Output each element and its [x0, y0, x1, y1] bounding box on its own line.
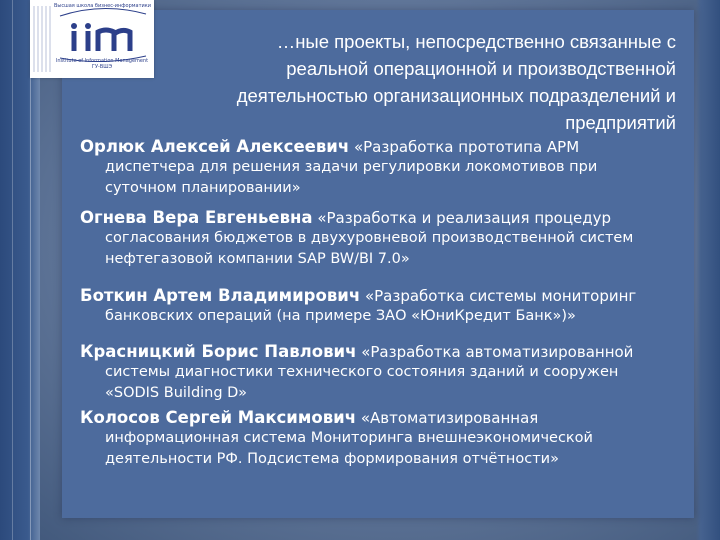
student-name: Колосов Сергей Максимович [80, 408, 357, 427]
student-name: Огнева Вера Евгеньевна [80, 208, 313, 227]
project-title-line: деятельности РФ. Подсистема формирования отчётности» [105, 451, 559, 467]
project-title-line: диспетчера для решения задачи регулировки локомотивов при [105, 159, 598, 175]
project-entry [80, 342, 720, 404]
project-title-start: «Разработка и реализация процедур [317, 209, 612, 227]
logo-bottom-text: Institute of Information Management [55, 58, 149, 64]
student-name: Боткин Артем Владимирович [80, 286, 361, 305]
left-decor-line [12, 0, 13, 540]
project-title-line: системы диагностики технического состояния зданий и сооружен [105, 364, 619, 380]
project-first-line [80, 208, 720, 228]
slide-heading [120, 28, 676, 136]
heading-line: …ные проекты, непосредственно связанные с [276, 31, 676, 52]
project-first-line [80, 137, 720, 157]
heading-line: предприятий [565, 112, 676, 133]
project-title-line: суточном планировании» [105, 180, 301, 196]
project-title-start: «Разработка прототипа АРМ [353, 138, 580, 156]
left-decor-line [30, 0, 31, 540]
project-first-line [80, 342, 720, 362]
project-title-line: «SODIS Building D» [105, 385, 247, 401]
project-first-line [80, 286, 720, 306]
project-entry [80, 208, 720, 270]
student-name: Красницкий Борис Павлович [80, 342, 357, 361]
heading-line: деятельностью организационных подразделений и [236, 85, 676, 106]
left-decor-band [0, 0, 40, 540]
heading-line: реальной операционной и производственной [286, 58, 676, 79]
logo-sub-text: ГУ-ВШЭ [91, 64, 113, 70]
project-title-start: «Разработка системы мониторинг [364, 287, 637, 305]
project-entry [80, 137, 720, 199]
project-first-line [80, 408, 720, 428]
project-title-start: «Разработка автоматизированной [361, 343, 634, 361]
logo-top-text: Высшая школа бизнес-информатики [54, 3, 152, 9]
project-entry [80, 408, 720, 470]
project-title-line: информационная система Мониторинга внешнеэкономической [105, 430, 593, 446]
project-title-start: «Автоматизированная [360, 409, 539, 427]
project-title-line: согласования бюджетов в двухуровневой производственной систем [105, 230, 634, 246]
student-name: Орлюк Алексей Алексеевич [80, 137, 350, 156]
project-title-line: банковских операций (на примере ЗАО «ЮниКредит Банк»)» [105, 308, 576, 324]
project-title-line: нефтегазовой компании SAP BW/BI 7.0» [105, 251, 410, 267]
project-entry [80, 286, 720, 327]
